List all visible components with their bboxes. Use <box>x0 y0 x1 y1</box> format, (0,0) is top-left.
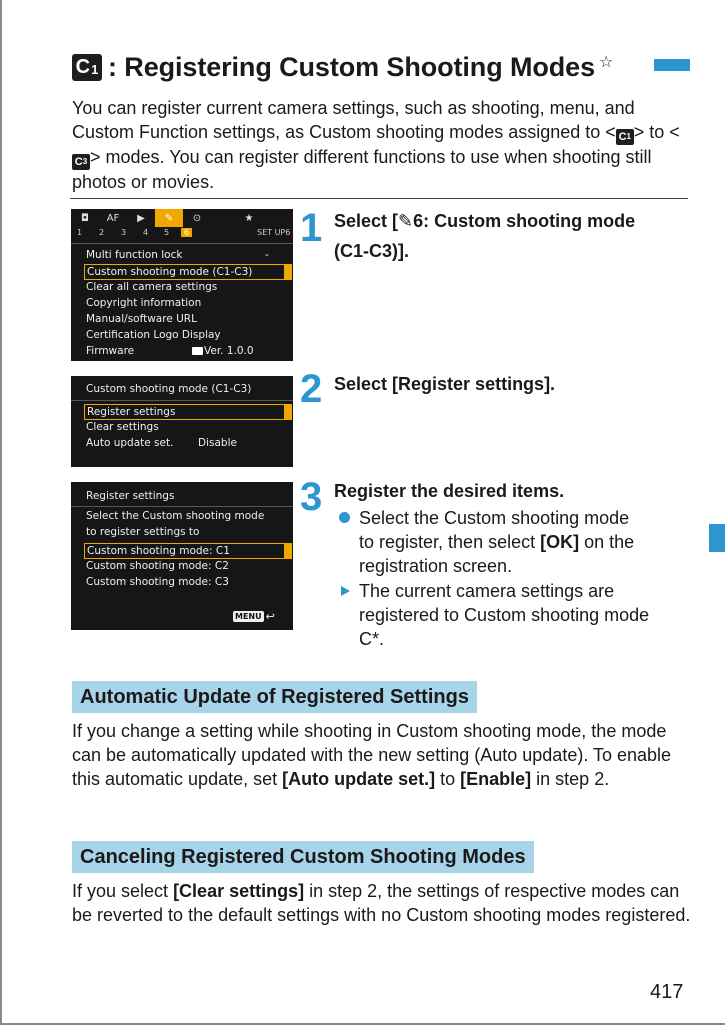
step-3-bullet1-line1: Select the Custom shooting mode <box>359 508 630 528</box>
page-number-3: 3 <box>121 228 127 237</box>
my-menu-tab-icon: ★ <box>244 212 254 224</box>
menu-item-multi-function-lock[interactable]: Multi function lock <box>86 249 183 261</box>
menu-item-custom-shooting-mode[interactable]: Custom shooting mode (C1-C3) <box>84 264 292 280</box>
menu-item-certification-logo[interactable]: Certification Logo Display <box>86 329 221 341</box>
multi-function-lock-value: - <box>265 249 269 261</box>
advanced-star-icon: ☆ <box>599 53 614 71</box>
page-number-2: 2 <box>99 228 105 237</box>
step-3-bullet2-line3: C*. <box>359 629 385 649</box>
playback-tab-icon: ▶ <box>137 212 145 224</box>
custom-mode-c1-icon: C 1 <box>616 129 634 145</box>
step-3-bullet1-line3: registration screen. <box>359 556 513 576</box>
camera-screen-custom-shooting-mode <box>71 376 293 467</box>
screen-title: Register settings <box>86 490 175 502</box>
custom-mode-c1-icon: C 1 <box>72 54 102 81</box>
step-3-bullet2-line2: registered to Custom shooting mode <box>359 605 650 625</box>
screen-divider <box>71 506 293 507</box>
menu-label: MENU <box>235 612 262 621</box>
screen-title: Custom shooting mode (C1-C3) <box>86 383 252 395</box>
menu-item-mode-c1[interactable]: Custom shooting mode: C1 <box>84 543 292 559</box>
divider <box>70 198 688 199</box>
firmware-version: Ver. 1.0.0 <box>192 343 254 359</box>
camera-screen-register-settings <box>71 482 293 630</box>
page-title-text: : Registering Custom Shooting Modes <box>108 52 595 82</box>
setup-wrench-icon: ✎ <box>398 211 414 231</box>
screen-divider <box>71 243 293 244</box>
menu-item-manual-url[interactable]: Manual/software URL <box>86 313 197 325</box>
menu-item-firmware[interactable]: Firmware <box>86 345 135 357</box>
section-heading-cancel: Canceling Registered Custom Shooting Modes <box>72 841 534 873</box>
af-tab-label: AF <box>106 212 120 224</box>
menu-item-clear-camera-settings[interactable]: Clear all camera settings <box>86 281 218 293</box>
menu-item-mode-c3[interactable]: Custom shooting mode: C3 <box>86 576 229 588</box>
menu-tabs <box>71 209 293 227</box>
step-3-bullet2-line1: The current camera settings are <box>359 581 615 601</box>
page-number-1: 1 <box>77 228 83 237</box>
step-number-1: 1 <box>300 206 323 250</box>
step-number-3: 3 <box>300 475 323 519</box>
page-number-5: 5 <box>164 228 170 237</box>
menu-item-auto-update[interactable]: Auto update set. <box>86 437 174 449</box>
menu-page-numbers <box>71 228 293 240</box>
section-auto-update-text: If you change a setting while shooting in Custom shooting mode, the mode can be automatically updated with the new setting (Auto update). To enable this automatic update, set [Auto update set.] to [Enable] in step 2. <box>72 721 672 789</box>
intro-paragraph: You can register current camera settings, such as shooting, menu, and Custom Function settings, as Custom shooting modes assigned to < C 1 > to < C 3 > modes. You can register different functions to use when shooting still photos or movies. <box>72 98 680 192</box>
back-arrow-icon: ↩ <box>265 610 275 623</box>
screen-description-line1: Select the Custom shooting mode <box>86 510 265 522</box>
screen-divider <box>71 400 293 401</box>
step-number-2: 2 <box>300 367 323 411</box>
title-accent-bar <box>654 59 690 71</box>
screen-description-line2: to register settings to <box>86 526 200 538</box>
step-2-title: Select [Register settings]. <box>334 374 556 394</box>
bullet-dot-icon <box>339 512 350 523</box>
menu-item-mode-c2[interactable]: Custom shooting mode: C2 <box>86 560 229 572</box>
page-title <box>72 52 613 83</box>
section-cancel-text: If you select [Clear settings] in step 2, the settings of respective modes can be reverted to the default settings with no Custom shooting modes registered. <box>72 881 691 925</box>
menu-item-copyright[interactable]: Copyright information <box>86 297 202 309</box>
page-number: 417 <box>650 981 684 1003</box>
step-3-bullet1-line2: to register, then select [OK] on the <box>359 532 635 552</box>
setup-tab-icon: ✎ <box>155 209 183 227</box>
setup-page-label: SET UP6 <box>257 228 291 237</box>
page-border-left <box>0 0 2 1025</box>
step-1-line2: (C1-C3)]. <box>334 241 409 261</box>
section-heading-auto-update: Automatic Update of Registered Settings <box>72 681 477 713</box>
camera-icon <box>192 347 203 355</box>
step-3-title: Register the desired items. <box>334 481 565 501</box>
menu-back-button[interactable] <box>233 610 275 623</box>
menu-item-clear-settings[interactable]: Clear settings <box>86 421 159 433</box>
custom-functions-tab-icon: ⊙ <box>192 212 202 224</box>
step-1-line1: Select [✎6: Custom shooting mode <box>334 211 636 231</box>
camera-screen-setup-menu <box>71 209 293 361</box>
auto-update-value: Disable <box>198 437 237 449</box>
page-number-4: 4 <box>143 228 149 237</box>
chapter-side-tab <box>709 524 725 552</box>
custom-mode-c3-icon: C 3 <box>72 154 90 170</box>
result-triangle-icon <box>341 586 350 596</box>
menu-item-register-settings[interactable]: Register settings <box>84 404 292 420</box>
shooting-tab-icon: ◘ <box>81 212 89 224</box>
page-number-6: 6 <box>181 228 192 237</box>
